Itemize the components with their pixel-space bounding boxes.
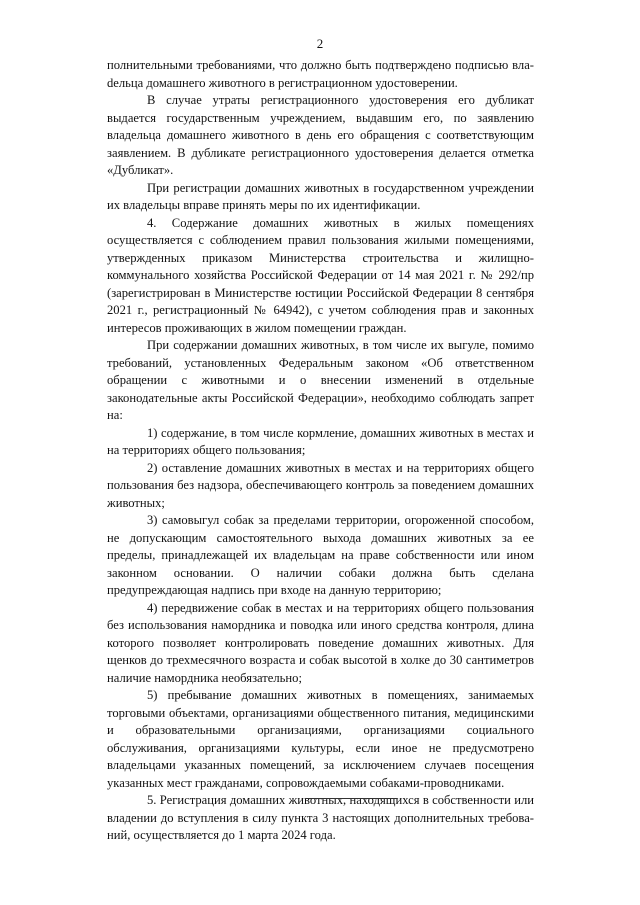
- paragraph-duplicate-certificate: В случае утраты регистрационного удостоверения его дубликат выдается государственным учреждением, выдавшим его, по заявлению владельца домашнего животного в день его обращения с соответствующим заявлением. В дубликате регистрационного удостоверения делается отметка «Дубликат».: [107, 93, 534, 177]
- document-body: [107, 57, 534, 845]
- list-item-1: 1) содержание, в том числе кормление, домашних животных в местах и на территориях общего пользования;: [107, 425, 534, 457]
- paragraph-continuation: полнительными требованиями, что должно быть подтверждено подписью влаdельца домашнего животного в регистрационном удостоверении.: [107, 58, 534, 90]
- list-item-3: 3) самовыгул собак за пределами территории, огороженной способом, не допускающим самостоятельного выхода домашних животных за ее пределы, принадлежащей их владельцам на праве собственности или ином законном основании. О наличии собаки должна быть сделана предупреждающая надпись при входе на данную территорию;: [107, 513, 534, 597]
- paragraph-item-5: 5. Регистрация домашних животных, находящихся в собственности или владении до вступления в силу пункта 3 настоящих дополнительных требований, осуществляется до 1 марта 2024 года.: [107, 793, 534, 842]
- paragraph-identification: При регистрации домашних животных в государственном учреждении их владельцы вправе принять меры по их идентификации.: [107, 180, 534, 212]
- paragraph-prohibitions-intro: При содержании домашних животных, в том числе их выгуле, помимо требований, установленных Федеральным законом «Об ответственном обращении с животными и о внесении изменений в отдельные законодательные акты Российской Федерации», необходимо соблюдать запрет на:: [107, 338, 534, 422]
- list-item-5: 5) пребывание домашних животных в помещениях, занимаемых торговыми объектами, организациями общественного питания, медицинскими и образовательными организациями, организациями социального обслуживания, организациями культуры, если иное не предусмотрено владельцами указанных помещений, за исключением случаев посещения указанных мест гражданами, сопровождаемыми собаками-проводниками.: [107, 688, 534, 790]
- page-number: 2: [316, 36, 324, 51]
- end-separator-line: [305, 798, 397, 799]
- paragraph-item-4: 4. Содержание домашних животных в жилых помещениях осуществляется с соблюдением правил пользования жилыми помещениями, утвержденных приказом Министерства строительства и жилищно-коммунального хозяйства Российской Федерации от 14 мая 2021 г. № 292/пр (зарегистрирован в Министерстве юстиции Российской Федерации 8 сентября 2021 г., регистрационный № 64942), с учетом соблюдения прав и законных интересов проживающих в жилом помещении граждан.: [107, 215, 534, 335]
- list-item-2: 2) оставление домашних животных в местах и на территориях общего пользования без надзора, обеспечивающего контроль за поведением домашних животных;: [107, 460, 534, 510]
- list-item-4: 4) передвижение собак в местах и на территориях общего пользования без использования намордника и поводка или иного средства контроля, длина которого позволяет контролировать поведение домашних животных. Для щенков до трехмесячного возраста и собак высотой в холке до 30 сантиметров наличие намордника необязательно;: [107, 600, 534, 685]
